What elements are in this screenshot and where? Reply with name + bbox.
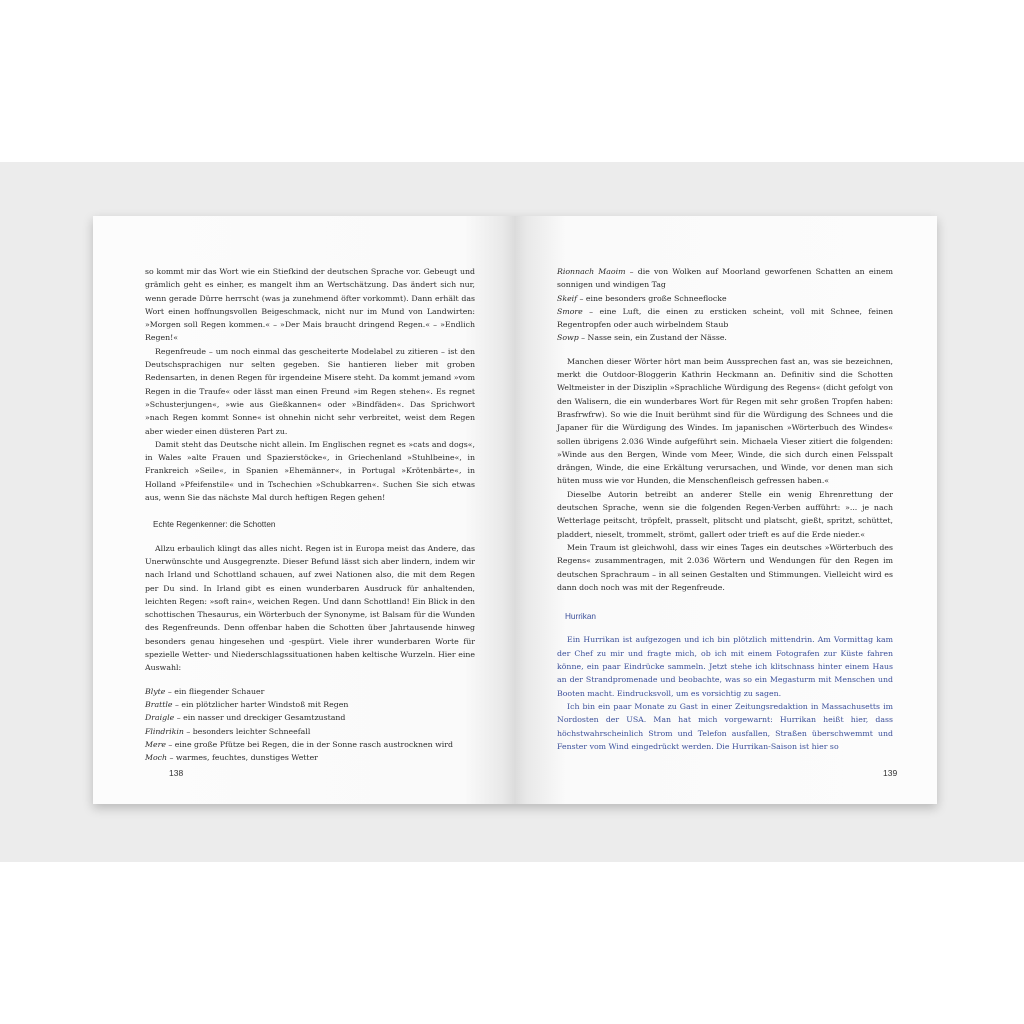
open-book (93, 216, 937, 804)
left-page-text (145, 265, 475, 764)
paragraph: Allzu erbaulich klingt das alles nicht. Regen ist in Europa meist das Andere, das Unerwünschte und Ausgegrenzte. Dieser Befund lässt sich aber lindern, indem wir nach Irland und Schottland schauen, auf zwei Nationen also, die mit dem Regen per Du sind. In Irland gibt es einen wunderbaren Ausdruck für anhaltenden, leichten Regen: »soft rain«, weichen Regen. Und dann Schottland! Ein Blick in den schottischen Thesaurus, ein Wörterbuch der Synonyme, ist Balsam für die Wunden des Regenfreunds. Denn offenbar haben die Schotten über Jahrtausende hinweg besonders genau hingesehen und -gespürt. Viele ihrer wunderbaren Worte für spezielle Wetter- und Niederschlagssituationen haben keltische Wurzeln. Hier eine Auswahl: (145, 543, 475, 673)
left-page (93, 216, 515, 804)
glossary-definition: – warmes, feuchtes, dunstiges Wetter (167, 753, 318, 763)
paragraph: Mein Traum ist gleichwohl, dass wir eines Tages ein deutsches »Wörterbuch des Regens« zusammentragen, mit 2.036 Wörtern und Wendungen für den Regen im deutschen Sprachraum – in all seinen Gestalten und Stimmungen. Vielleicht wird es dann doch noch was mit der Regenfreude. (557, 542, 893, 592)
glossary-entry (145, 685, 475, 698)
glossary-entry (557, 265, 893, 292)
glossary-list (557, 265, 893, 345)
glossary-definition: – besonders leichter Schneefall (183, 726, 311, 736)
glossary-term: Skeif (557, 293, 578, 303)
glossary-list (145, 685, 475, 765)
glossary-definition: – ein fliegender Schauer (165, 686, 265, 696)
glossary-entry (145, 711, 475, 724)
glossary-definition: – eine Luft, die einen zu ersticken scheint, voll mit Schnee, feinen Regentropfen oder auch wirbelndem Staub (557, 306, 893, 330)
glossary-term: Brattle (145, 699, 173, 709)
section-heading: Echte Regenkenner: die Schotten (153, 520, 276, 530)
glossary-entry (145, 751, 475, 764)
page-number: 138 (169, 768, 184, 778)
right-page-text (557, 265, 893, 753)
paragraph: Dieselbe Autorin betreibt an anderer Stelle ein wenig Ehrenrettung der deutschen Sprache, wenn sie die folgenden Regen-Verben aufführt: »... je nach Wetterlage peitscht, tröpfelt, prasselt, plitscht und platscht, gießt, spritzt, schüttet, pladdert, nieselt, trommelt, strömt, gallert oder trieft es auf die Erde nieder.« (557, 489, 893, 539)
glossary-definition: – eine große Pfütze bei Regen, die in der Sonne rasch austrocknen wird (165, 739, 454, 749)
glossary-term: Sowp (557, 333, 579, 343)
glossary-term: Blyte (145, 686, 166, 696)
paragraph: Ein Hurrikan ist aufgezogen und ich bin plötzlich mittendrin. Am Vormittag kam der Chef zu mir und fragte mich, ob ich mit einem Fotografen zur Küste fahren könne, ein paar Eindrücke sammeln. Jetzt stehe ich klitschnass hinter einem Haus an der Strandpromenade und beobachte, was so ein Megasturm mit Menschen und Booten macht. Eindrucksvoll, um es vorsichtig zu sagen. (557, 635, 893, 698)
glossary-entry (557, 292, 893, 305)
glossary-term: Rionnach Maoim (557, 267, 626, 276)
glossary-term: Draigle (145, 713, 175, 723)
glossary-entry (145, 698, 475, 711)
section-heading: Hurrikan (565, 612, 596, 622)
paragraph: Ich bin ein paar Monate zu Gast in einer Zeitungsredaktion in Massachusetts im Nordosten der USA. Man hat mich vorgewarnt: Hurrikan heißt hier, dass höchstwahrscheinlich Strom und Telefon ausfallen, Straßen überschwemmt und Fenster vom Wind eingedrückt werden. Die Hurrikan-Saison ist hier so (557, 701, 893, 751)
glossary-entry (145, 725, 475, 738)
glossary-term: Moch (145, 753, 168, 763)
glossary-entry (145, 738, 475, 751)
glossary-entry (557, 331, 893, 344)
glossary-term: Mere (145, 739, 166, 749)
glossary-definition: – die von Wolken auf Moorland geworfenen Schatten an einem sonnigen und windigen Tag (557, 267, 893, 290)
paragraph: Regenfreude – um noch einmal das gescheiterte Modelabel zu zitieren – ist den Deutschsprachigen nur selten gegeben. Sie hantieren lieber mit groben Redensarten, in denen Regen für irgendeine Misere steht. Da kommt jemand »vom Regen in die Traufe« oder lässt man einen Freund »im Regen stehen«. Es regnet »Schusterjungen«, »wie aus Gießkannen« oder »Bindfäden«. Das Sprichwort »nach Regen kommt Sonne« ist ohnehin nicht sehr verbreitet, weist dem Regen aber wieder einen düsteren Part zu. (145, 346, 475, 436)
page-number: 139 (883, 768, 898, 778)
glossary-term: Flindrikin (145, 726, 184, 736)
glossary-entry (557, 305, 893, 332)
right-page (515, 216, 937, 804)
paragraph: Damit steht das Deutsche nicht allein. Im Englischen regnet es »cats and dogs«, in Wales »alte Frauen und Spazierstöcke«, in Griechenland »Stuhlbeine«, in Frankreich »Seile«, in Spanien »Ehemänner«, in Portugal »Krötenbärte«, in Holland »Pfeifenstile« und in Tschechien »Schubkarren«. Suchen Sie sich etwas aus, wenn Sie das nächste Mal durch heftigen Regen gehen! (145, 439, 475, 503)
glossary-definition: – ein plötzlicher harter Windstoß mit Regen (172, 699, 349, 709)
glossary-definition: – ein nasser und dreckiger Gesamtzustand (174, 713, 346, 723)
paragraph: so kommt mir das Wort wie ein Stiefkind der deutschen Sprache vor. Gebeugt und grämlich geht es einher, es mangelt ihm an Wertschätzung. Das ändert sich nur, wenn gerade Dürre herrscht (was ja zunehmend öfter vorkommt). Dann erhält das Wort einen hoffnungsvollen Beigeschmack, nicht nur im Mund von Landwirten: »Morgen soll Regen kommen.« – »Der Mais braucht dringend Regen.« – »Endlich Regen!« (145, 267, 475, 343)
paragraph: Manchen dieser Wörter hört man beim Aussprechen fast an, was sie bezeichnen, merkt die Outdoor-Bloggerin Kathrin Heckmann an. Definitiv sind die Schotten Weltmeister in der Disziplin »Sprachliche Würdigung des Regens« (dicht gefolgt von den Walisern, die ein wunderbares Wort für Regen mit sehr großen Tropfen haben: Brasfrwfrw). So wie die Inuit berühmt sind für die Würdigung des Schnees und die Japaner für die Würdigung des Windes. Im japanischen »Wörterbuch des Windes« sollen übrigens 2.036 Winde aufgeführt sein. Michaela Vieser zitiert die folgenden: »Winde aus den Bergen, Winde vom Meer, Winde, die sich durch einen Felsspalt drängen, Winde, die eine Erkältung verursachen, und Winde, vor denen man sich hüten muss wie vor Hunden, die Menschenfleisch gefressen haben.« (557, 356, 893, 486)
glossary-definition: – Nasse sein, ein Zustand der Nässe. (578, 333, 727, 343)
glossary-definition: – eine besonders große Schneeflocke (577, 293, 727, 303)
story-text (557, 633, 893, 753)
glossary-term: Smore (557, 306, 583, 316)
